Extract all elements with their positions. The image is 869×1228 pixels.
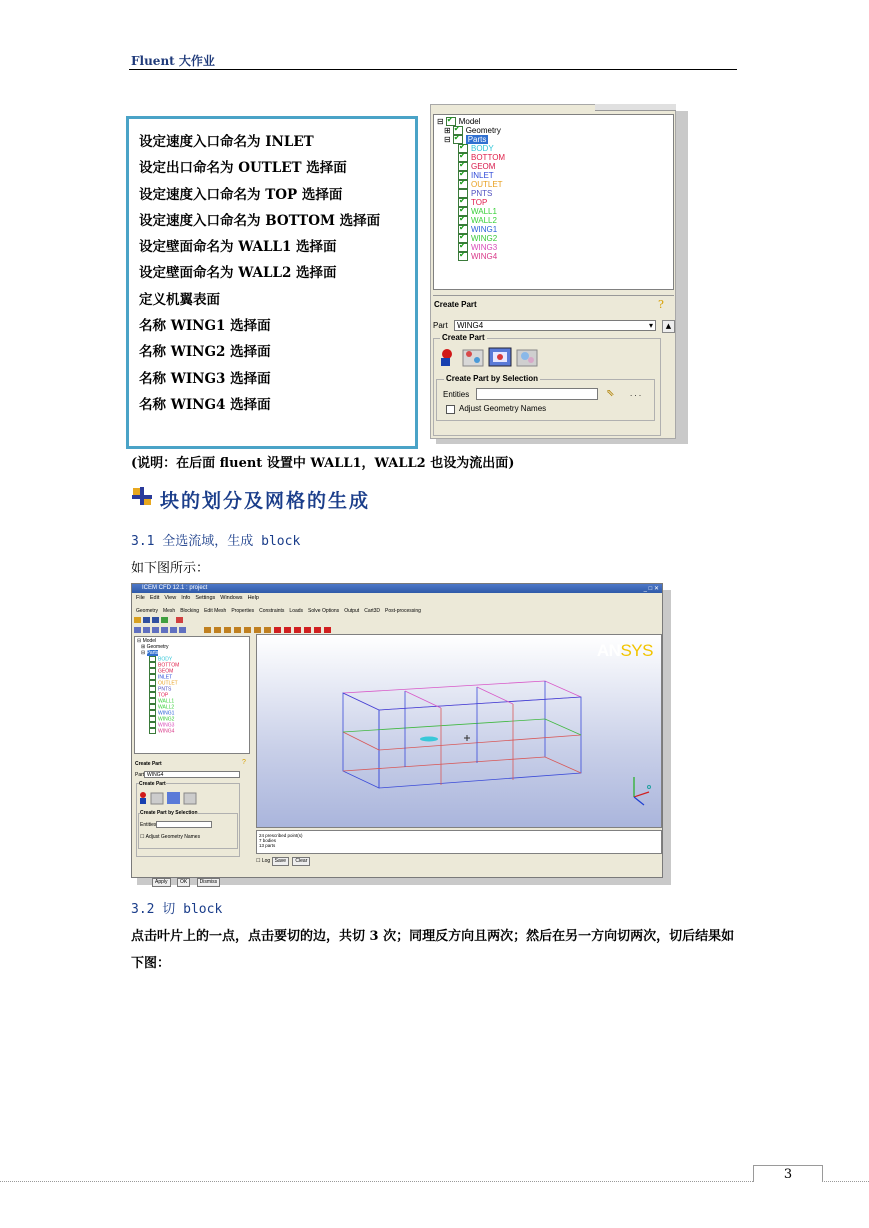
part-label: OUTLET	[471, 180, 503, 189]
entities-more-button[interactable]: . . .	[630, 389, 642, 398]
instruction-line: 名称 WING3 选择面	[139, 370, 271, 387]
icem-toolbar	[134, 617, 434, 627]
part-label: WALL1	[471, 207, 497, 216]
part-label: PNTS	[471, 189, 493, 198]
panel-scrollbar[interactable]	[595, 104, 676, 111]
instruction-line: 设定壁面命名为 WALL2 选择面	[139, 265, 337, 282]
part-label: INLET	[471, 171, 494, 180]
icem-part-label: WING4	[158, 728, 175, 735]
block-wireframe	[257, 635, 661, 827]
part-label: WING1	[471, 225, 498, 234]
icem-help-icon[interactable]: ?	[242, 759, 246, 766]
icem-message-window: 24 prescribed point(s) 7 bodies 13 parts	[256, 830, 662, 854]
icem-part-checkbox[interactable]	[149, 728, 156, 734]
menu-item[interactable]: File	[136, 595, 145, 601]
create-part-title: Create Part	[434, 300, 477, 309]
menu-item[interactable]: Help	[247, 595, 259, 601]
icem-part-label: WING1	[158, 710, 175, 717]
part-label: TOP	[471, 198, 488, 207]
icem-adjust-checkbox[interactable]: ☐ Adjust Geometry Names	[140, 834, 201, 840]
icem-part-label: WING3	[158, 722, 175, 729]
menu-item[interactable]: Settings	[195, 595, 216, 601]
instruction-line: 名称 WING2 选择面	[139, 344, 271, 361]
step2-text: 点击叶片上的一点，点击要切的边，共切 3 次；同理反方向且两次；然后在另一方向切两次，切后结果如下图：	[131, 929, 735, 971]
step1-title: 3.1 全选流域，生成 block	[131, 534, 301, 549]
icem-part-label: WALL1	[158, 698, 175, 705]
axes-triad-icon	[634, 777, 651, 805]
icem-panel-title: Create Part	[135, 761, 162, 767]
part-label: WING2	[471, 234, 498, 243]
step2-title: 3.2 切 block	[131, 902, 223, 917]
scroll-up-icon[interactable]: ▲	[662, 320, 675, 333]
menu-item[interactable]: View	[164, 595, 177, 601]
apply-button[interactable]: Apply	[152, 878, 171, 887]
tree-parts[interactable]: ⊟✔ Parts	[444, 135, 488, 144]
menu-item[interactable]: Info	[181, 595, 191, 601]
tree-part-item[interactable]	[458, 252, 497, 261]
note-text: (说明：在后面 fluent 设置中 WALL1，WALL2 也设为流出面)	[131, 456, 515, 471]
log-checkbox[interactable]: ☐ Log	[256, 858, 271, 864]
part-label: BOTTOM	[471, 153, 506, 162]
header-rule	[129, 69, 737, 70]
section-heading: 块的划分及网格的生成	[160, 490, 371, 512]
tree-geometry[interactable]: ⊞✔ Geometry	[444, 126, 501, 135]
part-label: WALL2	[471, 216, 497, 225]
tab-item[interactable]: Post-processing	[385, 608, 421, 614]
footer-rule	[0, 1181, 869, 1182]
icem-create-icons[interactable]	[139, 791, 199, 810]
part-label: WING3	[471, 243, 498, 252]
tab-item[interactable]: Geometry	[136, 608, 158, 614]
icem-viewport[interactable]	[256, 634, 662, 828]
icem-tree-part-item[interactable]	[149, 728, 174, 734]
ansys-logo: ANSYS	[596, 641, 653, 660]
part-label: Part	[433, 321, 448, 330]
icem-part-label: GEOM	[158, 668, 174, 675]
icem-group-2-label: Create Part by Selection	[140, 810, 198, 816]
create-part-toolbar-icons[interactable]	[439, 346, 559, 368]
icem-part-label: TOP	[158, 692, 169, 699]
tab-item[interactable]: Solve Options	[308, 608, 340, 614]
instruction-line: 设定速度入口命名为 INLET	[139, 134, 314, 150]
instruction-line: 名称 WING4 选择面	[139, 396, 271, 413]
icem-left-panel	[134, 757, 250, 867]
instruction-line: 设定壁面命名为 WALL1 选择面	[139, 239, 337, 256]
tab-item[interactable]: Loads	[289, 608, 304, 614]
icem-part-label: PNTS	[158, 686, 172, 693]
instruction-line: 名称 WING1 选择面	[139, 318, 271, 335]
tab-item[interactable]: Edit Mesh	[204, 608, 227, 614]
tab-item[interactable]: Output	[344, 608, 360, 614]
window-controls-icon[interactable]: _ □ ✕	[643, 586, 659, 592]
instruction-line: 设定速度入口命名为 TOP 选择面	[139, 186, 343, 203]
create-part-group-label: Create Part	[442, 333, 485, 342]
part-select[interactable]: WING4 ▾	[454, 320, 656, 331]
section-bullet-icon	[131, 486, 153, 510]
by-selection-group	[436, 379, 655, 421]
part-label: WING4	[471, 252, 498, 261]
icem-part-select[interactable]: WING4	[144, 771, 240, 778]
by-selection-label: Create Part by Selection	[446, 374, 539, 383]
instruction-line: 定义机翼表面	[139, 291, 220, 308]
model-tree	[433, 114, 674, 290]
icem-part-label: OUTLET	[158, 680, 178, 687]
dismiss-button[interactable]: Dismiss	[197, 878, 221, 887]
instruction-list	[129, 119, 415, 418]
icem-model-tree: ⊟ Model ⊞ Geometry ⊟ Parts BODY BOTTOM GEOM INLET OUTLET PNTS TOP WALL1 WALL2 WING1 WING2 WING3 WING4	[134, 636, 250, 754]
icem-part-label: WING2	[158, 716, 175, 723]
instruction-box	[126, 116, 418, 449]
clear-button[interactable]: Clear	[292, 857, 310, 866]
header-title: Fluent 大作业	[131, 54, 215, 68]
icem-tab-bar	[132, 607, 662, 616]
icem-bottom-buttons	[152, 870, 222, 888]
icem-part-label: Part	[135, 772, 145, 778]
entities-label: Entities	[443, 390, 470, 399]
page-number: 3	[753, 1165, 823, 1182]
tab-item[interactable]: Properties	[231, 608, 255, 614]
icem-entities-input[interactable]	[156, 821, 212, 828]
part-label: BODY	[471, 144, 494, 153]
create-part-icons	[439, 346, 559, 368]
icem-group-1-label: Create Part	[139, 781, 166, 787]
icem-window	[131, 583, 663, 885]
select-cursor-icon[interactable]: ⇖	[606, 388, 615, 399]
icem-entities-label: Entities	[140, 822, 157, 828]
tree-model[interactable]: ⊟✔ Model	[437, 117, 481, 126]
tab-item[interactable]: Constraints	[259, 608, 285, 614]
step1-caption: 如下图所示：	[131, 561, 210, 576]
instruction-line: 设定出口命名为 OUTLET 选择面	[139, 160, 347, 177]
menu-item[interactable]: Edit	[149, 595, 160, 601]
tab-item[interactable]: Blocking	[180, 608, 200, 614]
icem-titlebar: ICEM CFD 12.1 : project	[132, 584, 662, 593]
tab-item[interactable]: Mesh	[162, 608, 176, 614]
part-visibility-checkbox[interactable]	[458, 252, 468, 261]
icem-menu-bar	[132, 594, 662, 602]
panel-divider	[433, 295, 674, 296]
icem-log-bar	[256, 857, 312, 866]
instruction-line: 设定速度入口命名为 BOTTOM 选择面	[139, 212, 381, 229]
part-label: GEOM	[471, 162, 496, 171]
icem-part-label: WALL2	[158, 704, 175, 711]
icem-part-label: INLET	[158, 674, 173, 681]
icem-part-label: BOTTOM	[158, 662, 180, 669]
tab-item[interactable]: Cart3D	[364, 608, 381, 614]
icem-group-2	[138, 813, 238, 849]
question-icon[interactable]: ?	[658, 298, 664, 311]
menu-item[interactable]: Windows	[220, 595, 243, 601]
icem-part-label: BODY	[158, 656, 173, 663]
entities-input[interactable]	[476, 388, 598, 400]
adjust-checkbox[interactable]	[446, 405, 455, 414]
ok-button[interactable]: OK	[177, 878, 190, 887]
tree-part-item[interactable]	[458, 180, 503, 189]
adjust-label: Adjust Geometry Names	[459, 404, 547, 413]
save-button[interactable]: Save	[272, 857, 289, 866]
